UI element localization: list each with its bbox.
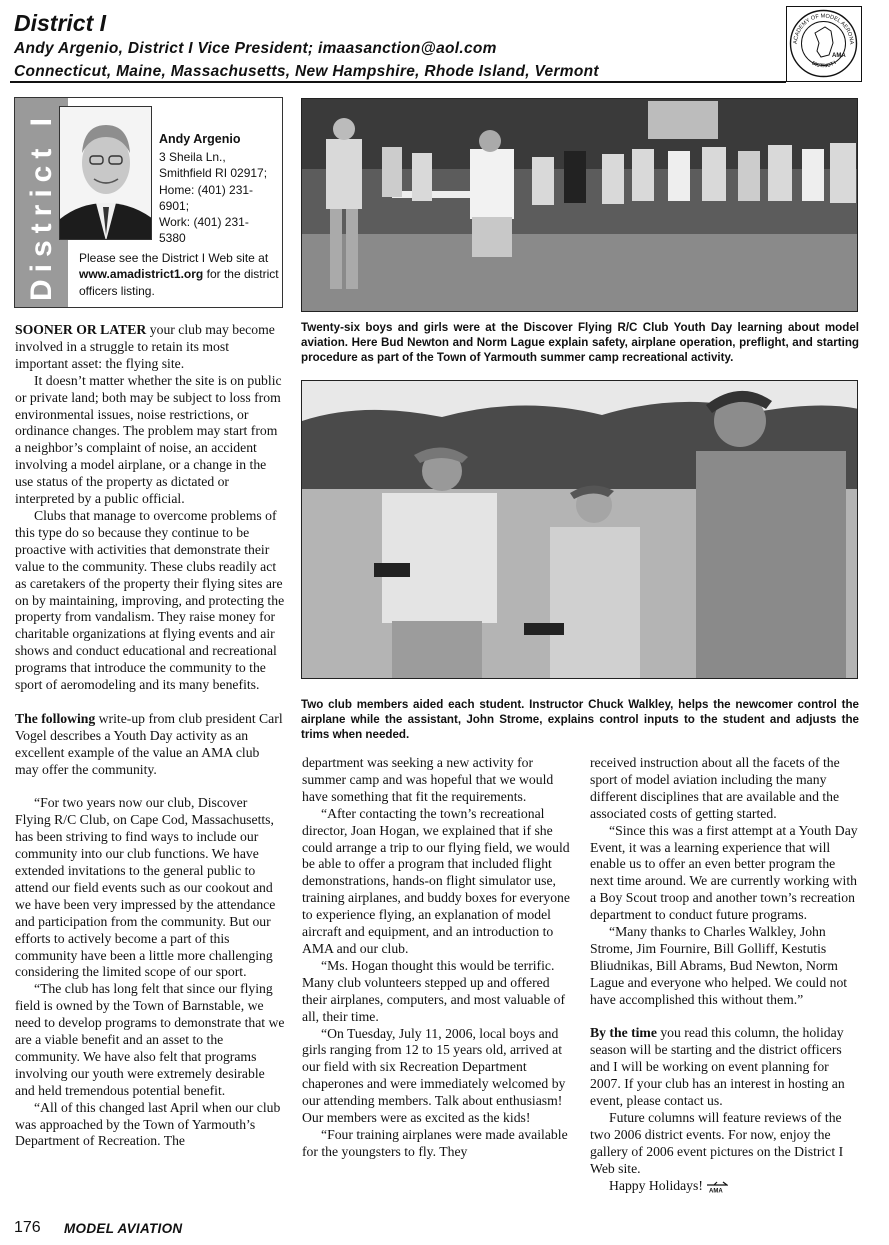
states-line: Connecticut, Maine, Massachusetts, New Hampshire, Rhode Island, Vermont [14,63,599,80]
article-paragraph: It doesn’t matter whether the site is on public or private land; both may be subject to loss from environmental issues, noise restrictions, or ordinance changes. The problem may start from a neighbor’s complaint of noise, an accident involving a model airplane, or a change in the use status of the property as dictated or interpreted by a public official. [15,372,282,507]
article-paragraph: “Ms. Hogan thought this would be terrific. Many club volunteers stepped up and offered their airplanes, computers, and most valuable of all, their time. [302,957,566,1024]
svg-text:ACADEMY OF MODEL AERONAUTICS [787,7,854,45]
seal-district-text: DISTRICT I [810,60,838,70]
portrait-photo [60,107,152,240]
address-line-1: 3 Sheila Ln., [159,150,226,164]
district-title: District I [14,10,107,36]
article-column-1 [15,322,285,1150]
article-paragraph: By the time you read this column, the holiday season will be starting and the district officers and I will be working on event planning for 2007. If your club has an interest in hosting an event, please contact us. [590,1025,845,1109]
article-paragraph: “Four training airplanes were made available for the youngsters to fly. They [302,1126,568,1159]
website-note-post: for the district officers listing. [79,267,279,298]
article-paragraph: Future columns will feature reviews of the two 2006 district events. For now, enjoy the gallery of 2006 event pictures on the District I Web site. [590,1110,844,1176]
article-column-2 [302,755,575,1161]
article-paragraph: “All of this changed last April when our club was approached by the Town of Yarmouth’s Department of Recreation. The [15,1099,281,1149]
website-note-pre: Please see the District I Web site at [79,251,269,265]
ama-district-seal [786,6,862,82]
lead-in-sooner: SOONER OR LATER [15,322,147,337]
article-paragraph: “The club has long felt that since our flying field is owned by the Town of Barnstable, we need to develop programs to demonstrate that we are a viable benefit and an asset to the community. We have also felt that programs involving our youth were extremely desirable and held tremendous potential benefit. [15,981,285,1098]
article-paragraph [590,1178,860,1195]
officer-name: Andy Argenio [159,132,241,146]
article-column-3 [590,755,860,1195]
address-line-2: Smithfield RI 02917; [159,166,268,181]
article-paragraph: Clubs that manage to overcome problems of this type do so because they continue to be proactive with activities that demonstrate their value to the community. These clubs readily act as caretakers of the property their flying sites are on by maintaining, improving, and protecting the property from vandalism. They raise money for charitable organizations at flying events and air shows and conduct educational and recreational programs that introduce the community to the sport of aeromodeling and its many benefits. [15,507,285,693]
officer-bio-box [14,97,283,308]
article-paragraph: “Since this was a first attempt at a Youth Day Event, it was a learning experience that will enable us to offer an even better program the next time around. We are currently working with a Boy Scout troop and another town’s recreation department to conduct future programs. [590,822,858,923]
officer-portrait [59,106,152,240]
ama-end-mark-icon [706,1181,728,1193]
svg-text:AMA: AMA [708,1188,723,1193]
officer-line: Andy Argenio, District I Vice President; imaasanction@aol.com [14,40,497,57]
district-band-label: District I [25,110,58,302]
article-paragraph: received instruction about all the facets of the sport of model aviation including the many different disciplines that are available and the associated costs of getting started. [590,755,840,821]
work-phone: Work: (401) 231-5380 [159,215,249,246]
article-paragraph: “Many thanks to Charles Walkley, John Strome, Jim Fournire, Bill Golliff, Kestutis Bliudnikas, Bill Abrams, Bud Newton, Norm Lague and everyone who helped. We could not have accomplished this without them.” [590,924,848,1007]
website-note [79,250,279,299]
officer-contact [159,149,275,247]
svg-text:DISTRICT I [811,60,838,70]
article-paragraph: department was seeking a new activity for summer camp and was hopeful that we would have something that fit the requirements. [302,755,554,804]
lead-in-by-the-time: By the time [590,1025,657,1041]
article-paragraph: The following write-up from club president Carl Vogel describes a Youth Day activity as an excellent example of the value an AMA club may offer the community. [15,710,283,777]
youth-day-group-photo [301,98,858,312]
lead-in-following: The following [15,710,96,726]
article-paragraph: “For two years now our club, Discover Flying R/C Club, on Cape Cod, Massachusetts, has been striving to find ways to include our community into our club functions. We have extended invitations to the general public to attend our field events such as our cookout and we have been very impressed by the attendance and participation from the community. But our efforts to actively become a part of this community have been a little more challenging considering the limited scope of our sport. [15,795,276,980]
article-paragraph: “After contacting the town’s recreational director, Joan Hogan, we explained that if she could arrange a trip to our flying field, we would be able to offer a program that included flight demonstrations, hands-on flight simulator use, training airplanes, and buddy boxes for everyone to experience flying, an explanation of model aircraft and equipment, and an introduction to AMA and our club. [302,805,570,956]
home-phone: Home: (401) 231-6901; [159,182,254,213]
flight-instruction-photo [301,380,858,679]
group-photo-image [302,99,858,312]
magazine-name: MODEL AVIATION [64,1221,183,1236]
article-paragraph: “On Tuesday, July 11, 2006, local boys and girls ranging from 12 to 15 years old, arrived at our field with six Recreation Department chaperones and were immediately welcomed by our attending members. Talk about enthusiasm! Our members were as excited as the kids! [302,1025,566,1126]
seal-emblem-icon [787,7,860,80]
bottom-photo-caption: Two club members aided each student. Instructor Chuck Walkley, helps the newcomer control the airplane while the assistant, John Strome, explains control inputs to the student and adjusts the trims when needed. [301,698,859,741]
instruction-photo-image [302,381,858,679]
sign-off: Happy Holidays! [609,1177,703,1193]
top-photo-caption: Twenty-six boys and girls were at the Discover Flying R/C Club Youth Day learning about model aviation. Here Bud Newton and Norm Lague explain safety, airplane operation, preflight, and starting procedure as part of the Town of Yarmouth summer camp recreational activity. [301,321,859,364]
seal-ama-logo: AMA [832,53,846,59]
page-number: 176 [14,1219,41,1236]
website-url[interactable]: www.amadistrict1.org [79,267,204,282]
article-paragraph: SOONER OR LATER your club may become involved in a struggle to retain its most important asset: the flying site. [15,322,275,371]
header-rule [10,81,786,83]
seal-ring-text: ACADEMY OF MODEL AERONA [792,13,855,45]
